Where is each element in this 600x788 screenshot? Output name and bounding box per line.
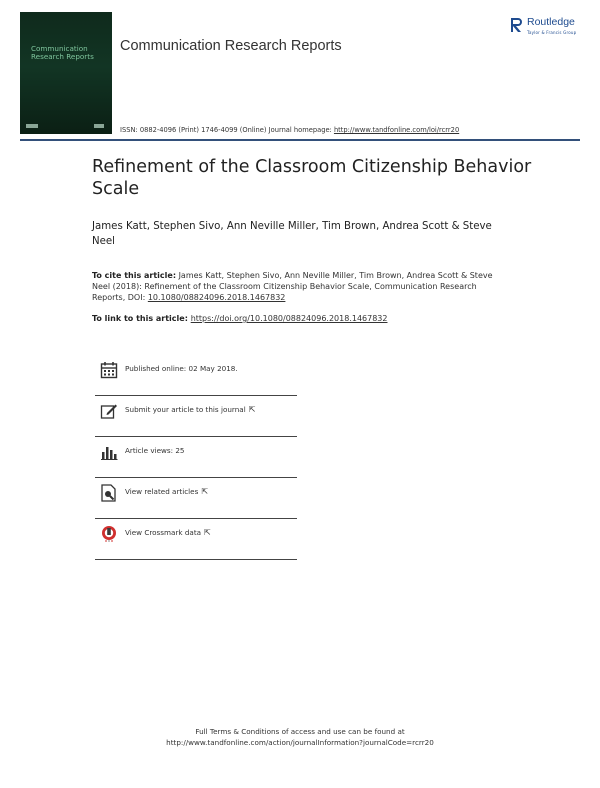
article-authors: James Katt, Stephen Sivo, Ann Neville Miller, Tim Brown, Andrea Scott & Steve Neel [92,221,492,247]
views-row [95,437,297,477]
article-link-label: To link to this article: [92,314,191,323]
cover-logo-right [94,124,104,128]
issn-text: ISSN: 0882-4096 (Print) 1746-4099 (Online) Journal homepage: [120,126,334,134]
related-row[interactable] [95,478,297,518]
doi-link[interactable]: 10.1080/08824096.2018.1467832 [147,293,286,302]
publisher-subname: Taylor & Francis Group [527,30,577,35]
article-title: Refinement of the Classroom Citizenship Behavior Scale [92,157,532,199]
calendar-icon [100,361,118,379]
published-row [95,355,297,395]
related-articles-link[interactable]: View related articles [125,487,199,496]
submit-link[interactable]: Submit your article to this journal [125,405,246,414]
article-link-line [92,314,388,323]
publisher-name: Routledge [527,16,575,28]
info-divider [95,559,297,560]
crossmark-link[interactable]: View Crossmark data [125,528,202,537]
published-date: Published online: 02 May 2018. [125,364,238,373]
edit-icon [100,402,118,420]
citation-label: To cite this article: [92,271,177,280]
footer-terms-text: Full Terms & Conditions of access and use can be found at [195,727,405,736]
journal-name: Communication Research Reports [120,38,342,54]
cover-footer-logos [26,124,106,129]
external-link-icon: ⇱ [201,487,209,496]
cover-title-line-1: Communication [31,44,88,53]
article-link-url[interactable]: https://doi.org/10.1080/08824096.2018.1467832 [190,314,388,323]
submit-row[interactable] [95,396,297,436]
cover-title-line-2: Research Reports [31,52,94,62]
journal-homepage-link[interactable]: http://www.tandfonline.com/loi/rcrr20 [333,126,460,134]
article-views: Article views: 25 [125,446,185,455]
terms-footer [0,726,600,748]
citation-block [92,270,502,303]
issn-line [120,126,459,134]
crossmark-icon [100,525,118,543]
external-link-icon: ⇱ [204,528,211,537]
bar-chart-icon [100,443,118,461]
submit-text-wrap [125,405,255,414]
search-document-icon [100,484,118,502]
external-link-icon: ⇱ [248,405,256,414]
citation-text: James Katt, Stephen Sivo, Ann Neville Miller, Tim Brown, Andrea Scott & Steve Neel (2018): Refinement of the Classroom Citizenship Behavior Scale, Communication Research Reports, DOI: [92,271,493,302]
header-divider [20,139,580,141]
journal-cover-thumbnail [20,12,112,134]
footer-terms-url[interactable]: http://www.tandfonline.com/action/journalInformation?journalCode=rcrr20 [166,738,434,747]
routledge-logo-icon [510,17,524,33]
crossmark-row[interactable] [95,519,297,559]
article-info-list [95,355,297,560]
cover-logo-left [26,124,38,128]
related-text-wrap [125,487,208,496]
crossmark-text-wrap [125,528,211,537]
cover-title [31,45,94,62]
